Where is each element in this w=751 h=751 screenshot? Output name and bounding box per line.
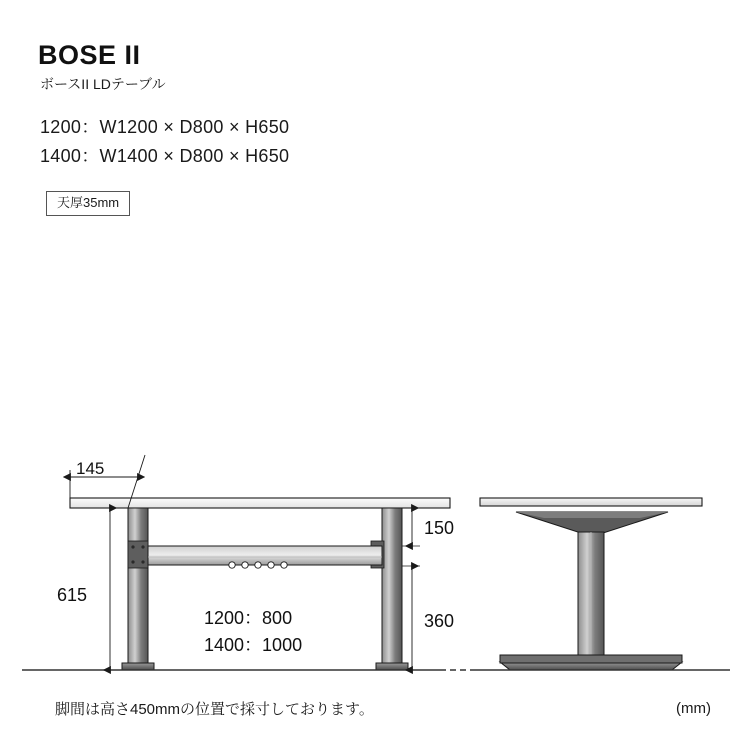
side-elevation [470,498,730,670]
dimension-line-1200: 1200：W1200 × D800 × H650 [40,117,290,137]
top-thickness-badge: 天厚35mm [46,191,130,216]
dimension-line-1400: 1400：W1400 × D800 × H650 [40,146,290,166]
footnote: 脚間は高さ450mmの位置で採寸しております。 [55,701,374,718]
product-title: BOSE II [38,40,141,70]
label-span-1400: 1400：1000 [204,635,303,655]
label-overhang-145: 145 [76,459,105,478]
label-leg-height-615: 615 [57,585,88,605]
product-subtitle: ボースII LDテーブル [40,76,166,92]
label-apron-drop-150: 150 [424,518,455,538]
label-clearance-360: 360 [424,611,455,631]
label-span-1200: 1200：800 [204,608,293,628]
unit-label: (mm) [676,700,711,717]
